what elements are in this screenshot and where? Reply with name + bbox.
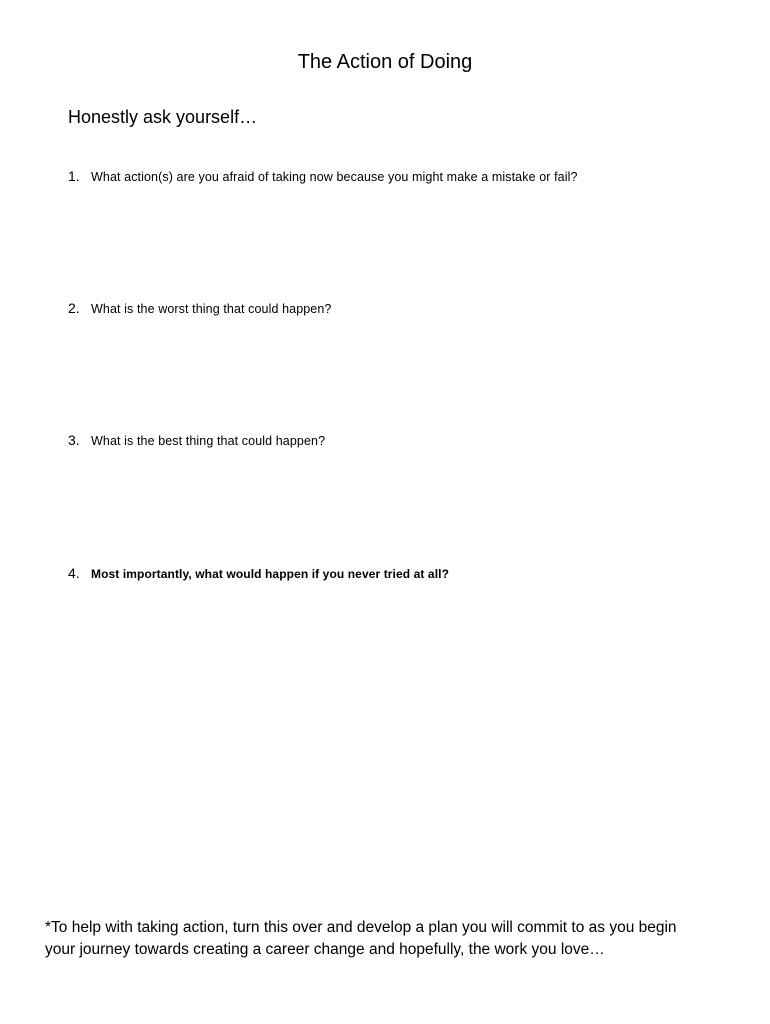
footnote-line: your journey towards creating a career change and hopefully, the work you love… — [45, 941, 605, 958]
question-number: 1. — [68, 168, 80, 184]
footnote — [45, 917, 745, 961]
question-text: What is the worst thing that could happen? — [91, 302, 332, 316]
question-number: 4. — [68, 565, 80, 581]
page-title: The Action of Doing — [297, 51, 473, 73]
question-1 — [68, 168, 578, 186]
footnote-line: *To help with taking action, turn this over and develop a plan you will commit to as you begin — [45, 919, 677, 936]
question-text: What is the best thing that could happen? — [91, 434, 326, 448]
intro-heading: Honestly ask yourself… — [68, 107, 258, 127]
question-2 — [68, 300, 331, 318]
question-4 — [68, 565, 449, 583]
question-text: What action(s) are you afraid of taking now because you might make a mistake or fail? — [91, 170, 578, 184]
question-3 — [68, 432, 325, 450]
question-number: 3. — [68, 432, 80, 448]
question-text: Most importantly, what would happen if you never tried at all? — [91, 567, 450, 581]
question-number: 2. — [68, 300, 80, 316]
